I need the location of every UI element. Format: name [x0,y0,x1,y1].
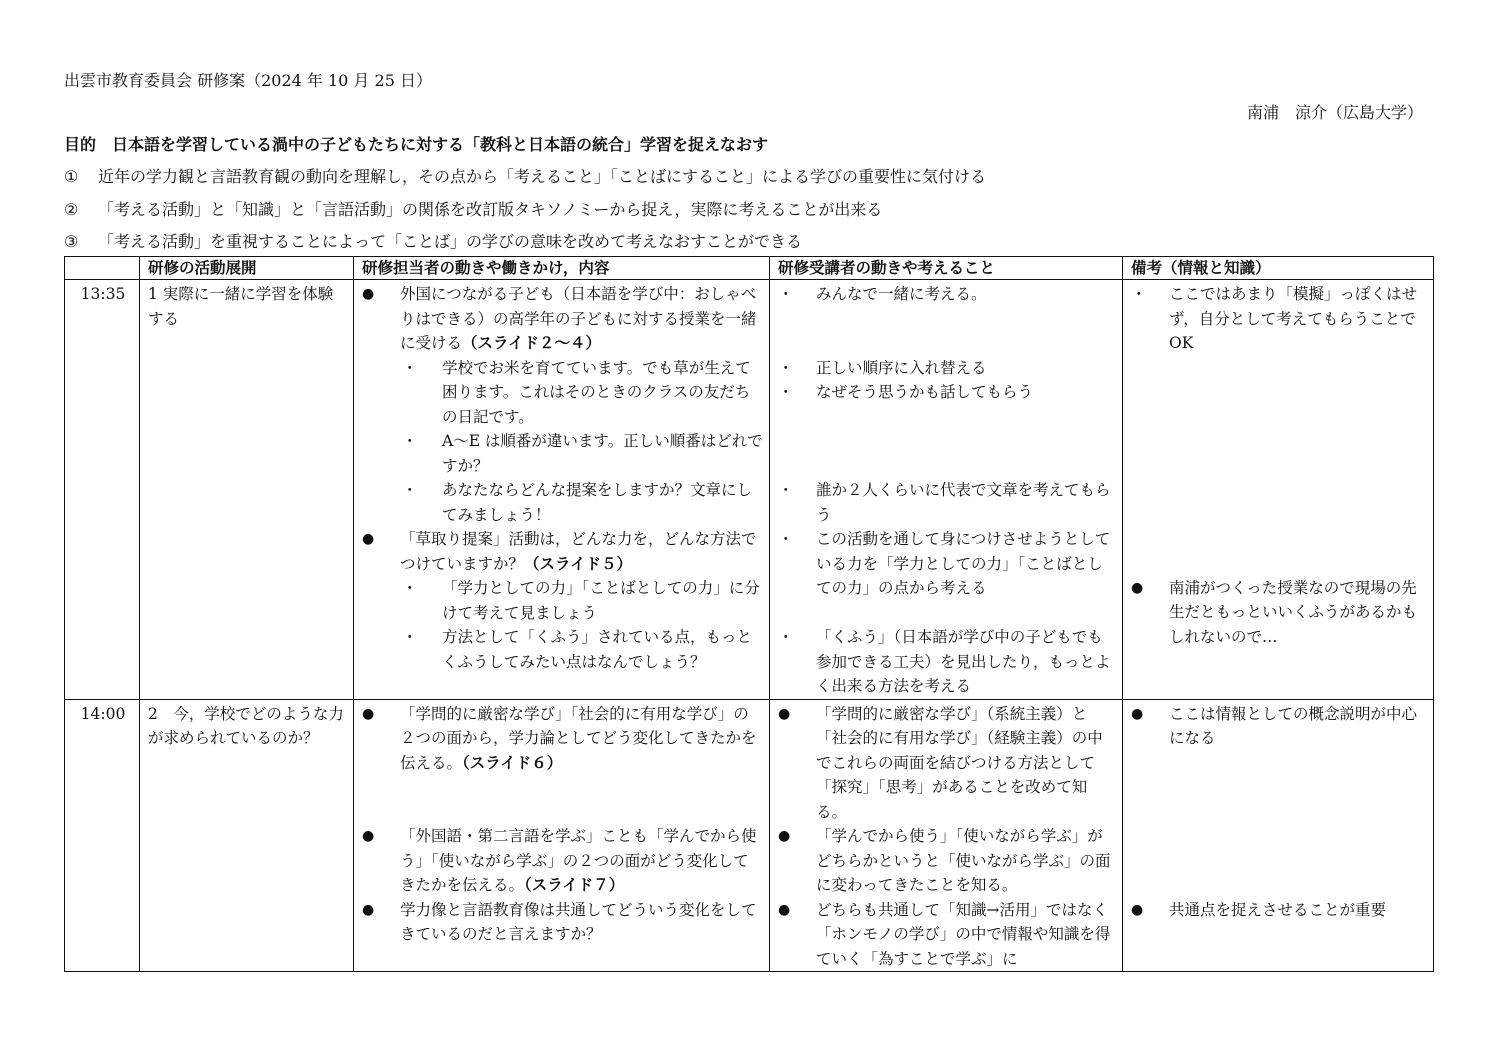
slide-reference: （スライド５） [524,554,633,573]
bullet-item: ● 学力像と言語教育像は共通してどういう変化をしてきているのだと言えますか？ [362,898,763,947]
dot-icon: ・ [778,358,794,377]
dot-icon: ・ [402,628,418,646]
bullet-item: ● 「学問的に厳密な学び」（系統主義）と「社会的に有用な学び」（経験主義）の中でこれらの両面を結びつける方法として「探究」「思考」があることを改めて知る。 [778,702,1116,825]
spacer [778,601,1116,626]
header-notes: 備考（情報と知識） [1123,257,1434,280]
list-item: ・ この活動を通して身につけさせようとしている力を「学力としての力」「ことばとしての力」の点から考える [778,527,1116,601]
slide-reference: （スライド７） [524,876,625,894]
objective-3 [64,229,802,252]
bullet-item: ● 南浦がつくった授業なので現場の先生だともっといいくふうがあるかもしれないので… [1131,576,1427,650]
bullet-item: ● どちらも共通して「知識→活用」ではなく「ホンモノの学び」の中で情報や知識を得ていく「為すことで学ぶ」に [778,898,1116,972]
dot-icon: ・ [778,285,794,303]
time-cell: 13:35 [65,280,140,700]
list-item: ・ 誰か２人くらいに代表で文章を考えてもらう [778,478,1116,527]
time-cell: 14:00 [65,699,140,972]
activity-cell: 1 実際に一緒に学習を体験する [140,280,354,700]
dot-icon: ・ [402,432,418,450]
notes-cell [1123,699,1434,972]
spacer [1131,356,1427,576]
activity-cell: 2 今，学校でどのような力が求められているのか？ [140,699,354,972]
bullet-icon: ● [1131,705,1144,722]
objective-2 [64,197,882,220]
list-item: ・ みんなで一緒に考える。 [778,282,1116,307]
objective-text: 「考える活動」を重視することによって「ことば」の学びの意味を改めて考えなおすことができる [98,232,803,251]
slide-reference: （スライド６） [462,753,563,772]
bullet-icon: ● [362,901,375,918]
sub-item: ・ 学校でお米を育てています。でも草が生えて困ります。これはそのときのクラスの友だちの日記です。 [362,356,763,430]
instructor-cell [354,699,770,972]
bullet-icon: ● [778,705,791,722]
dot-icon: ・ [778,530,794,548]
bullet-icon: ● [362,531,375,547]
spacer [362,775,763,824]
bullet-item: ● 「草取り提案」活動は，どんな力を，どんな方法でつけていますか？（スライド５） [362,527,763,576]
sub-item: ・ あなたならどんな提案をしますか？文章にしてみましょう！ [362,478,763,527]
purpose-title: 目的 日本語を学習している渦中の子どもたちに対する「教科と日本語の統合」学習を捉えなおす [64,135,769,154]
header-time [65,257,140,280]
participant-cell [770,280,1123,700]
spacer [778,307,1116,356]
objective-number: ① [64,167,79,186]
bullet-icon: ● [362,286,375,302]
bullet-icon: ● [362,705,375,722]
header-instructor: 研修担当者の動きや働きかけ，内容 [354,257,770,280]
bullet-icon: ● [1131,901,1144,918]
header-participant: 研修受講者の動きや考えること [770,257,1123,280]
objective-number: ② [64,200,79,219]
dot-icon: ・ [402,579,418,597]
dot-icon: ・ [1131,285,1147,303]
sub-item: ・ 方法として「くふう」されている点，もっとくふうしてみたい点はなんでしょう？ [362,625,763,674]
list-item: ・ なぜそう思うかも話してもらう [778,380,1116,405]
bullet-icon: ● [1131,579,1144,596]
slide-reference: （スライド２～４） [462,334,602,352]
dot-icon: ・ [778,628,794,646]
bullet-item: ● 「学問的に厳密な学び」「社会的に有用な学び」の２つの面から，学力論としてどう変化してきたかを伝える。（スライド６） [362,702,763,776]
list-item: ・ 正しい順序に入れ替える [778,356,1116,381]
dot-icon: ・ [402,481,418,499]
author-name: 南浦 涼介（広島大学） [1246,103,1423,122]
list-item: ・ ここではあまり「模擬」っぽくはせず，自分として考えてもらうことでOK [1131,282,1427,356]
bullet-item: ● 共通点を捉えさせることが重要 [1131,898,1427,923]
spacer [1131,751,1427,898]
bullet-icon: ● [362,828,375,844]
table-row [65,699,1434,972]
objective-number: ③ [64,232,79,251]
list-item: ・ 「くふう」（日本語が学び中の子どもでも参加できる工夫）を見出したり，もっとよく出来る方法を考える [778,625,1116,699]
table-header-row [65,257,1434,280]
bullet-icon: ● [778,901,791,918]
header-activity: 研修の活動展開 [140,257,354,280]
bullet-item: ● ここは情報としての概念説明が中心になる [1131,702,1427,751]
objective-text: 「考える活動」と「知識」と「言語活動」の関係を改訂版タキソノミーから捉え，実際に考えることが出来る [98,200,883,219]
bullet-item: ● 外国につながる子ども（日本語を学び中：おしゃべりはできる）の高学年の子どもに対する授業を一緒に受ける（スライド２～４） [362,282,763,356]
objective-text: 近年の学力観と言語教育観の動向を理解し，その点から「考えること」「ことばにすること」による学びの重要性に気付ける [98,167,987,186]
table-row [65,280,1434,700]
training-plan-table [64,256,1434,972]
bullet-item: ● 「外国語・第二言語を学ぶ」ことも「学んでから使う」「使いながら学ぶ」の２つの面がどう変化してきたかを伝える。（スライド７） [362,824,763,898]
bullet-icon: ● [778,828,791,844]
sub-item: ・ 「学力としての力」「ことばとしての力」に分けて考えて見ましょう [362,576,763,625]
bullet-item: ● 「学んでから使う」「使いながら学ぶ」がどちらかというと「使いながら学ぶ」の面に変わってきたことを知る。 [778,824,1116,898]
dot-icon: ・ [778,383,794,401]
instructor-cell [354,280,770,700]
document-header: 出雲市教育委員会 研修案（2024 年 10 月 25 日） [64,71,432,90]
dot-icon: ・ [402,358,418,377]
objective-1 [64,164,986,187]
dot-icon: ・ [778,481,794,499]
spacer [778,405,1116,479]
sub-item: ・ A～E は順番が違います。正しい順番はどれですか？ [362,429,763,478]
notes-cell [1123,280,1434,700]
participant-cell [770,699,1123,972]
